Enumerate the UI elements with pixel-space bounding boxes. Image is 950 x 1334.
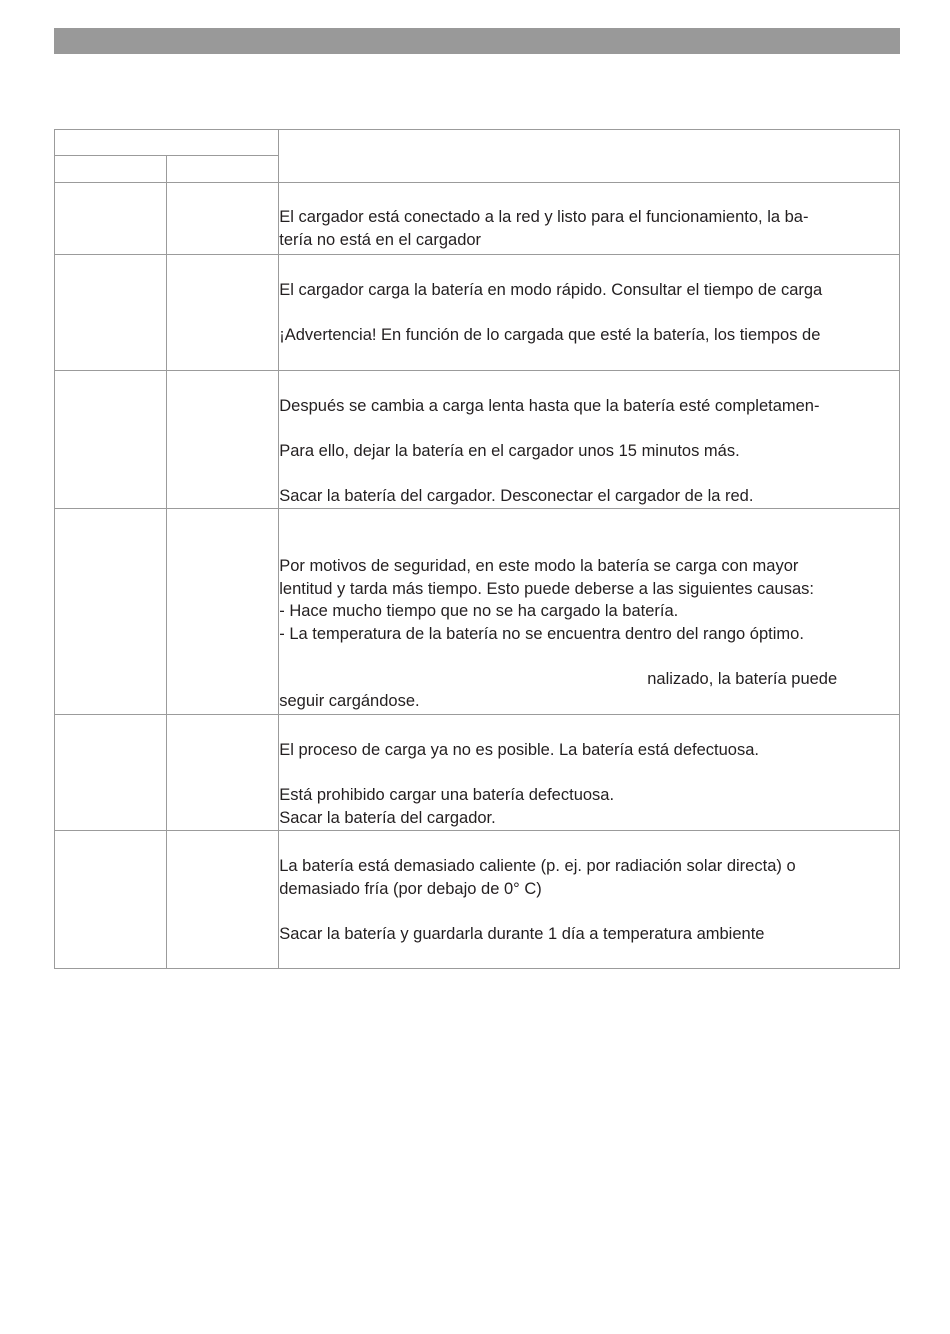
description-line: Sacar la batería del cargador.	[279, 808, 496, 827]
table-row	[55, 371, 900, 509]
description-line: Sacar la batería del cargador. Desconectar el cargador de la red.	[279, 487, 754, 505]
row-cell-col2	[167, 715, 279, 831]
description-line-wrap	[279, 668, 899, 691]
header-cell-col2	[167, 156, 279, 183]
description-line: - Hace mucho tiempo que no se ha cargado la batería.	[279, 602, 679, 620]
row-cell-col2	[167, 371, 279, 509]
description-line: ¡Advertencia! En función de lo cargada que esté la batería, los tiempos de	[279, 326, 821, 344]
table-row	[55, 831, 900, 969]
header-bar	[54, 28, 900, 54]
row-cell-col2	[167, 831, 279, 969]
description-line: nalizado, la batería puede	[647, 669, 838, 688]
description-line: Sacar la batería y guardarla durante 1 día a temperatura ambiente	[279, 924, 765, 943]
row-cell-col1	[55, 831, 167, 969]
description-line: El cargador carga la batería en modo rápido. Consultar el tiempo de carga	[279, 281, 823, 299]
row-cell-col1	[55, 715, 167, 831]
description-line: Para ello, dejar la batería en el cargador unos 15 minutos más.	[279, 442, 740, 460]
description-line: El cargador está conectado a la red y listo para el funcionamiento, la ba-	[279, 208, 809, 226]
row-cell-col1	[55, 255, 167, 371]
description-line: seguir cargándose.	[279, 692, 420, 710]
row-cell-col1	[55, 509, 167, 715]
row-cell-col1	[55, 371, 167, 509]
table-row	[55, 255, 900, 371]
row-description	[279, 255, 900, 371]
description-line: Después se cambia a carga lenta hasta que la batería esté completamen-	[279, 397, 820, 415]
row-cell-col1	[55, 183, 167, 255]
row-cell-col2	[167, 509, 279, 715]
table-row	[55, 715, 900, 831]
row-cell-col2	[167, 183, 279, 255]
table-header-row	[55, 130, 900, 156]
description-line: La batería está demasiado caliente (p. ej. por radiación solar directa) o	[279, 857, 796, 875]
header-cell-description	[279, 130, 900, 183]
row-description	[279, 715, 900, 831]
description-line: lentitud y tarda más tiempo. Esto puede deberse a las siguientes causas:	[279, 579, 814, 598]
description-line: Por motivos de seguridad, en este modo la batería se carga con mayor	[279, 557, 799, 575]
description-line: - La temperatura de la batería no se encuentra dentro del rango óptimo.	[279, 624, 804, 643]
header-cell-group	[55, 130, 279, 156]
description-line: demasiado fría (por debajo de 0° C)	[279, 879, 542, 898]
row-cell-col2	[167, 255, 279, 371]
row-description	[279, 831, 900, 969]
description-line: El proceso de carga ya no es posible. La batería está defectuosa.	[279, 741, 759, 759]
row-description	[279, 509, 900, 715]
description-line: Está prohibido cargar una batería defectuosa.	[279, 786, 615, 804]
description-line: tería no está en el cargador	[279, 230, 482, 249]
table-row	[55, 183, 900, 255]
table-row	[55, 509, 900, 715]
header-cell-col1	[55, 156, 167, 183]
row-description	[279, 371, 900, 509]
row-description	[279, 183, 900, 255]
status-table	[54, 129, 900, 969]
